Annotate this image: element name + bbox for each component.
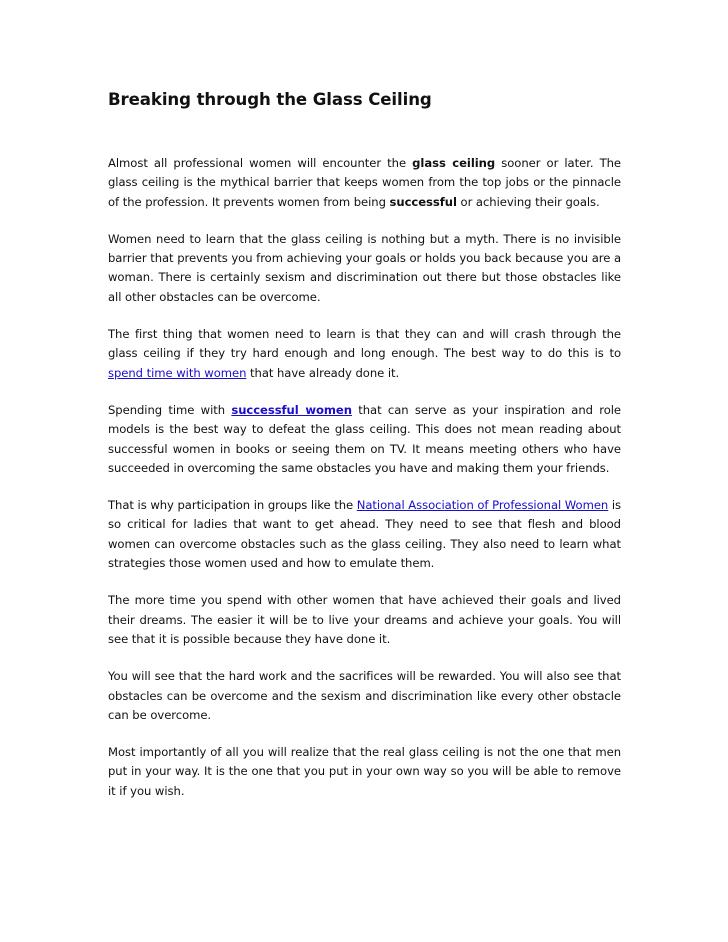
p1-bold-successful: successful — [389, 194, 457, 209]
p5-text-1: That is why participation in groups like the — [108, 498, 357, 513]
paragraph-7: You will see that the hard work and the sacrifices will be rewarded. You will also see that obstacles can be overcome and the sexism and discrimination like every other obstacle can be overcome. — [108, 669, 621, 722]
p4-text-1: Spending time with — [108, 402, 232, 417]
p1-text-1: Almost all professional women will encounter the — [108, 156, 413, 170]
paragraph-3 — [108, 325, 621, 383]
paragraph-5 — [108, 496, 621, 573]
p1-text-2: sooner or later. The glass ceiling is the mythical barrier that keeps women from the top jobs or the pinnacle of the profession. It prevents women from being — [108, 156, 621, 209]
paragraph-8: Most importantly of all you will realize that the real glass ceiling is not the one that men put in your way. It is the one that you put in your own way so you will be able to remove it if you wish. — [108, 745, 621, 798]
p3-text-2: that have already done it. — [246, 365, 400, 380]
paragraph-6: The more time you spend with other women that have achieved their goals and lived their dreams. The easier it will be to live your dreams and achieve your goals. You will see that it is possible because they have done it. — [108, 593, 621, 646]
p5-text-2: is so critical for ladies that want to get ahead. They need to see that flesh and blood women can overcome obstacles such as the glass ceiling. They also need to learn what strategies those women used and how to emulate them. — [108, 498, 622, 571]
p1-text-3: or achieving their goals. — [456, 194, 600, 209]
successful-women-link[interactable]: successful women — [231, 402, 352, 417]
paragraph-4 — [108, 401, 621, 478]
napw-link[interactable]: National Association of Professional Women — [356, 498, 609, 513]
p1-bold-glass-ceiling: glass ceiling — [412, 156, 496, 170]
p4-text-2: that can serve as your inspiration and role models is the best way to defeat the glass ceiling. This does not mean reading about successful women in books or seeing them on TV. It means meeting others who have succeeded in overcoming the same obstacles you have and making them your friends. — [108, 402, 622, 475]
spend-time-with-women-link[interactable]: spend time with women — [108, 365, 247, 380]
paragraph-2: Women need to learn that the glass ceiling is nothing but a myth. There is no invisible barrier that prevents you from achieving your goals or holds you back because you are a woman. There is certainly sexism and discrimination out there but those obstacles like all other obstacles can be overcome. — [108, 231, 621, 304]
document-page — [108, 86, 621, 819]
p3-text-1: The first thing that women need to learn is that they can and will crash through the glass ceiling if they try hard enough and long enough. The best way to do this is to — [108, 327, 621, 361]
document-title: Breaking through the Glass Ceiling — [108, 90, 432, 109]
paragraph-1 — [108, 154, 621, 212]
